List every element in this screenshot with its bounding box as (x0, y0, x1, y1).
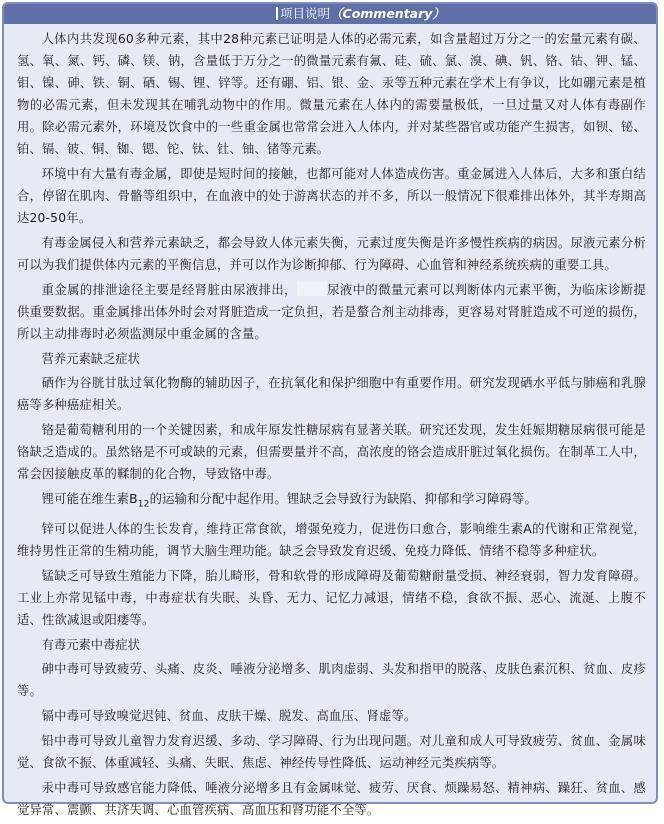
heading-toxic-element-symptoms: 有毒元素中毒症状 (41, 638, 140, 653)
commentary-panel (2, 2, 658, 818)
title-marker (276, 7, 278, 20)
excretion-text-start: 重金属的排泄途径主要是经肾脏由尿液排出， (41, 283, 297, 297)
paragraph-toxic-metals-environment: 环境中有大量有毒金属，即使是短时间的接触，也都可能对人体造成伤害。重金属进入人体后，大多和蛋白结合，停留在肌肉、骨骼等组织中，在血液中的处于游离状态的并不多，所以一般情况下很难排出体外，其半寿期高达20-50年。 (17, 167, 646, 225)
paragraph-mercury: 汞中毒可导致感官能力降低、唾液分泌增多且有金属味觉、疲劳、厌食、烦躁易怒、精神病、躁狂、贫血、感觉异常、震颤、共济失调、心血管疾病、高血压和肾功能不全等。 (17, 781, 646, 818)
paragraph-manganese: 锰缺乏可导致生殖能力下降，胎儿畸形，骨和软骨的形成障碍及葡萄糖耐量受损、神经衰弱，智力发育障碍。工业上亦常见锰中毒，中毒症状有失眠、头昏、无力、记忆力减退，情绪不稳，食欲不振、恶心、流涎、上腹不适、性欲减退或阳痿等。 (17, 569, 646, 628)
lithium-text-end: 的运输和分配中起作用。锂缺乏会导致行为缺陷、抑郁和学习障碍等。 (149, 492, 537, 506)
excretion-text-end: 尿液中的微量元素可以判断体内元素平衡，为临床诊断提供重要数据。重金属排出体外时会对肾脏造成一定负担，若是螯合剂主动排毒，更容易对肾脏造成不可逆的损伤，所以主动排毒时必须监测尿中重金属的含量。 (17, 283, 646, 341)
paragraph-arsenic: 砷中毒可导致疲劳、头痛、皮炎、唾液分泌增多、肌肉虚弱、头发和指甲的脱落、皮肤色素沉积、贫血、皮疹等。 (17, 662, 646, 699)
paragraph-zinc: 锌可以促进人体的生长发育，维持正常食欲，增强免疫力，促进伤口愈合，影响维生素A的代谢和正常视觉，维持男性正常的生精功能，调节大脑生理功能。缺乏会导致发育迟缓、免疫力降低、情绪不稳等多种症状。 (17, 522, 646, 559)
paragraph-lead: 铅中毒可导致儿童智力发育迟缓、多动、学习障碍、行为出现问题。对儿童和成人可导致疲劳、贫血、金属味觉、食欲不振、体重减轻、头痛、失眠、焦虑、神经传导性降低、运动神经元类疾病等。 (17, 734, 646, 771)
heading-nutrient-deficiency: 营养元素缺乏症状 (41, 352, 140, 366)
title-english: （Commentary） (330, 6, 445, 21)
paragraph-element-imbalance: 有毒金属侵入和营养元素缺乏，都会导致人体元素失衡，元素过度失衡是许多慢性疾病的病因。尿液元素分析可以为我们提供体内元素的平衡信息，并可以作为诊断抑郁、行为障碍、心血管和神经系统疾病的重要工具。 (17, 236, 646, 272)
panel-header (4, 4, 656, 24)
panel-content (4, 28, 656, 824)
paragraph-selenium: 硒作为谷胱甘肽过氧化物酶的辅助因子，在抗氧化和保护细胞中有重要作用。研究发现硒水平低与肺癌和乳腺癌等多种癌症相关。 (17, 376, 646, 412)
title-chinese: 项目说明 (280, 6, 331, 21)
paragraph-heavy-metal-excretion (17, 279, 646, 345)
lithium-text-start: 锂可能在维生素B (41, 492, 138, 506)
vitamin-b12-subscript: 12 (137, 499, 150, 510)
paragraph-elements-overview: 人体内共发现60多种元素，其中28种元素已证明是人体的必需元素，如含量超过万分之一的宏量元素有碳、氢、氧、氮、钙、磷、镁、钠，含量低于万分之一的微量元素有氟、硅、硫、氯、溴、碘、钒、铬、钴、钾、锰、钼、镍、砷、铁、铜、硒、锡、锂、锌等。还有硼、铝、银、金、汞等五种元素在学术上有争议，比如硼元素是植物的必需元素，但未发现其在哺乳动物中的作用。微量元素在人体内的需要量极低，一旦过量又对人体有毒副作用。除必需元素外，环境及饮食中的一些重金属也常常会进入人体内，并对某些器官或功能产生损害，如钡、铋、铂、镉、铍、铜、铷、锶、铊、钛、钍、铀、锗等元素。 (17, 32, 646, 156)
paragraph-lithium (17, 488, 646, 515)
panel-title (276, 4, 445, 24)
paragraph-cadmium: 镉中毒可导致嗅觉迟钝、贫血、皮肤干燥、脱发、高血压、肾虚等。 (41, 709, 417, 724)
redacted-region (297, 282, 327, 296)
paragraph-chromium: 铬是葡萄糖利用的一个关键因素，和成年原发性糖尿病有显著关联。研究还发现，发生妊娠期糖尿病很可能是铬缺乏造成的。虽然铬是不可或缺的元素，但需要量并不高，高浓度的铬会造成肝脏过氧化损伤。在制革工人中，常会因接触皮革的鞣制的化合物，导致铬中毒。 (17, 423, 646, 481)
